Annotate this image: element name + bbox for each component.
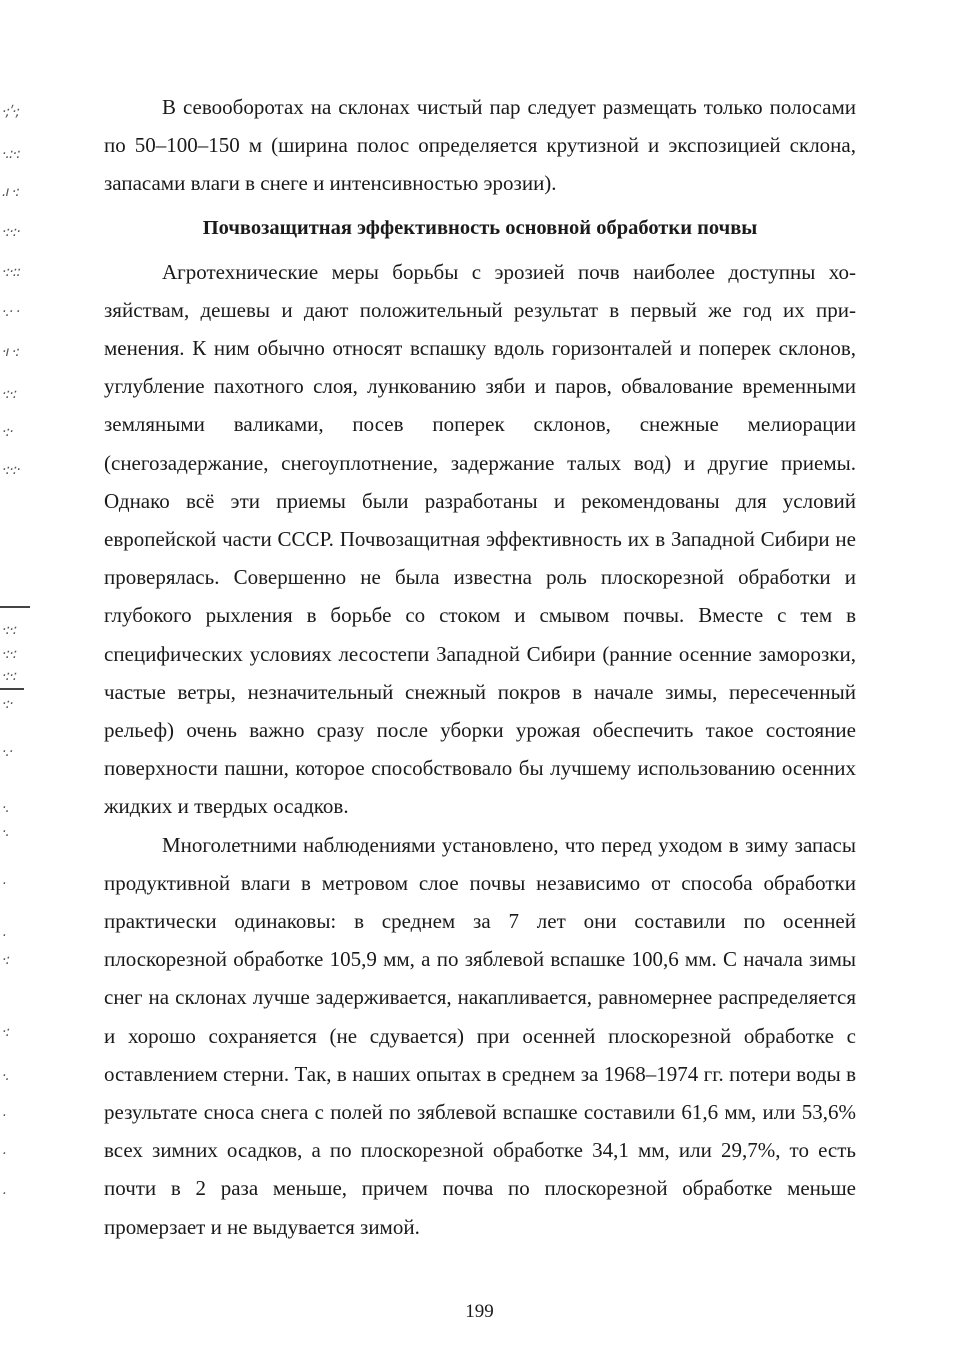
- bleed-mark: ·.:·:: [0, 146, 22, 162]
- bleed-mark: ·.: [0, 824, 11, 840]
- bleed-mark: ·:·:·: [0, 462, 22, 478]
- bleed-mark: ·:: [0, 1024, 11, 1040]
- bleed-mark: ·: [0, 928, 8, 944]
- page-number: 199: [465, 1301, 494, 1322]
- page-body: [104, 88, 856, 1246]
- bleed-mark: .ı ·:: [0, 184, 21, 200]
- bleed-mark: ·:: [0, 952, 11, 968]
- bleed-mark: ·:·:·: [0, 224, 22, 240]
- bleed-mark: ·:·:: [0, 386, 19, 402]
- bleed-mark: ·: [0, 1186, 8, 1202]
- bleed-mark: ·:·:: [0, 646, 19, 662]
- bleed-mark: ·: [0, 1108, 8, 1124]
- bleed-mark: ·.: [0, 1068, 11, 1084]
- paragraph-agrotechnical-measures: Агротехнические меры борьбы с эрозией почв наиболее доступны хозяйствам, дешевы и дают положительный результат в первый же год их применения. К ним обычно относят вспашку вдоль горизонталей и поперек склонов, углубление пахотного слоя, лункованию зяби и паров, обвалование временными земляными валиками, посев поперек склонов, снежные мелиорации (снегозадержание, снегоуплотнение, задержание талых вод) и другие приемы. Однако всё эти приемы были разработаны и рекомендованы для условий европейской части СССР. Почвозащитная эффективность их в Западной Сибири не проверялась. Совершенно не была известна роль плоскорезной обработки и глубокого рыхления в борьбе со стоком и смывом почвы. Вместе с тем в специфических условиях лесостепи Западной Сибири (ранние осенние заморозки, частые ветры, незначительный снежный покров в начале зимы, пересеченный рельеф) очень важно сразу после уборки урожая обеспечить такое состояние поверхности пашни, которое способствовало бы лучшему использованию осенних жидких и твердых осадков.: [104, 259, 856, 819]
- bleed-mark: ·:·:: [0, 622, 19, 638]
- bleed-mark: ·:·: [0, 696, 15, 712]
- bleed-mark: ·;ʹ·;: [0, 104, 21, 120]
- section-heading: Почвозащитная эффективность основной обработки почвы: [202, 216, 758, 239]
- bleed-mark: ·: [0, 876, 8, 892]
- bleed-mark: ·:·: [0, 424, 15, 440]
- bleed-mark: ·: [0, 1146, 8, 1162]
- bleed-line: [0, 606, 30, 608]
- paragraph-fallow-strips: В севооборотах на склонах чистый пар следует размещать только полосами по 50–100–150 м (ширина полос определяется крутизной и экспозицией склона, запасами влаги в снеге и интенсивностью эрозии).: [104, 95, 856, 196]
- margin-bleed-through: [0, 0, 60, 1349]
- bleed-mark: ·.· ·: [0, 304, 21, 320]
- bleed-mark: ·:·::: [0, 264, 22, 280]
- bleed-line: [0, 688, 24, 690]
- bleed-mark: ·.: [0, 800, 11, 816]
- bleed-mark: ·:·:: [0, 668, 19, 684]
- paragraph-long-term-observations: Многолетними наблюдениями установлено, что перед уходом в зиму запасы продуктивной влаги в метровом слое почвы независимо от способа обработки практически одинаковы: в среднем за 7 лет они составили по осенней плоскорезной обработке 105,9 мм, а по зяблевой вспашке 100,6 мм. С начала зимы снег на склонах лучше задерживается, накапливается, равномернее распределяется и хорошо сохраняется (не сдувается) при осенней плоскорезной обработке с оставлением стерни. Так, в наших опытах в среднем за 1968–1974 гг. потери воды в результате сноса снега с полей по зяблевой вспашке составили 61,6 мм, или 53,6% всех зимних осадков, а по плоскорезной обработке 34,1 мм, или 29,7%, то есть почти в 2 раза меньше, причем почва по плоскорезной обработке меньше промерзает и не выдувается зимой.: [104, 832, 856, 1239]
- bleed-mark: ·ı ·:: [0, 344, 21, 360]
- bleed-mark: ·.·: [0, 744, 15, 760]
